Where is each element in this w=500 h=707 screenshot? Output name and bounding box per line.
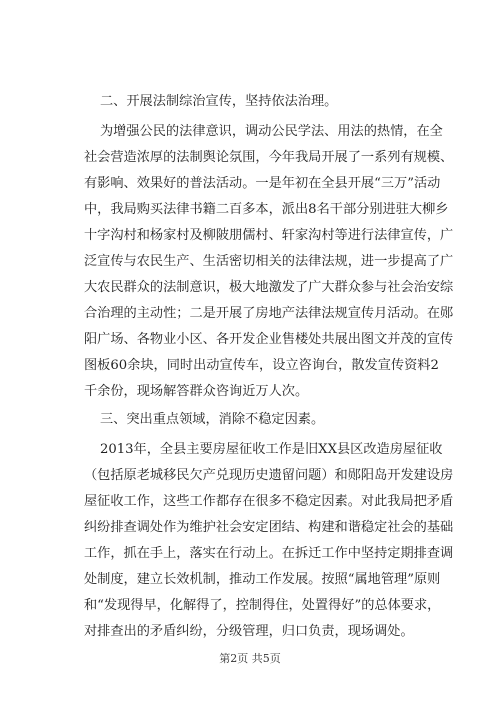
paragraph-line: 有影响、效果好的普法活动。一是年初在全县开展“三万”活动 [84,176,441,191]
paragraph-line: 对排查出的矛盾纠纷，分级管理，归口负责，现场调处。 [84,624,414,639]
paragraph-line: 泛宣传与农民生产、生活密切相关的法律法规，进一步提高了广 [84,254,454,269]
paragraph-line: 大农民群众的法制意识，极大地激发了广大群众参与社会治安综 [84,280,454,295]
paragraph-line: 阳广场、各物业小区、各开发企业售楼处共展出图文并茂的宣传 [84,332,454,347]
paragraph-line: 和“发现得早，化解得了，控制得住，处置得好”的总体要求， [84,598,441,613]
paragraph-line: （包括原老城移民欠产兑现历史遗留问题）和郧阳岛开发建设房 [84,468,454,483]
paragraph-line: 十字沟村和杨家村及柳陂朋儒村、轩家沟村等进行法律宣传，广 [84,228,454,243]
page-number-footer: 第2页 共5页 [219,652,281,665]
paragraph-line: 社会营造浓厚的法制舆论氛围，今年我局开展了一系列有规模、 [84,150,454,165]
paragraph-line: 工作，抓在手上，落实在行动上。在拆迁工作中坚持定期排查调 [84,546,454,561]
paragraph-line: 中，我局购买法律书籍二百多本，派出8名干部分别进驻大柳乡 [84,202,449,217]
paragraph-line: 处制度，建立长效机制，推动工作发展。按照“属地管理”原则 [84,572,441,587]
section-heading-3: 三、突出重点领域，消除不稳定因素。 [100,412,325,427]
paragraph-line: 2013年，全县主要房屋征收工作是旧XX县区改造房屋征收 [100,442,443,457]
paragraph-line: 合治理的主动性；二是开展了房地产法律法规宣传月活动。在郧 [84,306,454,321]
paragraph-line: 图板60余块，同时出动宣传车，设立咨询台，散发宣传资料2 [84,358,439,373]
paragraph-line: 屋征收工作，这些工作都存在很多不稳定因素。对此我局把矛盾 [84,494,454,509]
section-heading-2: 二、开展法制综治宣传，坚持依法治理。 [100,94,338,109]
paragraph-line: 纠纷排查调处作为维护社会安定团结、构建和谐稳定社会的基础 [84,520,454,535]
paragraph-line: 为增强公民的法律意识，调动公民学法、用法的热情，在全 [100,124,443,139]
paragraph-line: 千余份，现场解答群众咨询近万人次。 [84,384,309,399]
